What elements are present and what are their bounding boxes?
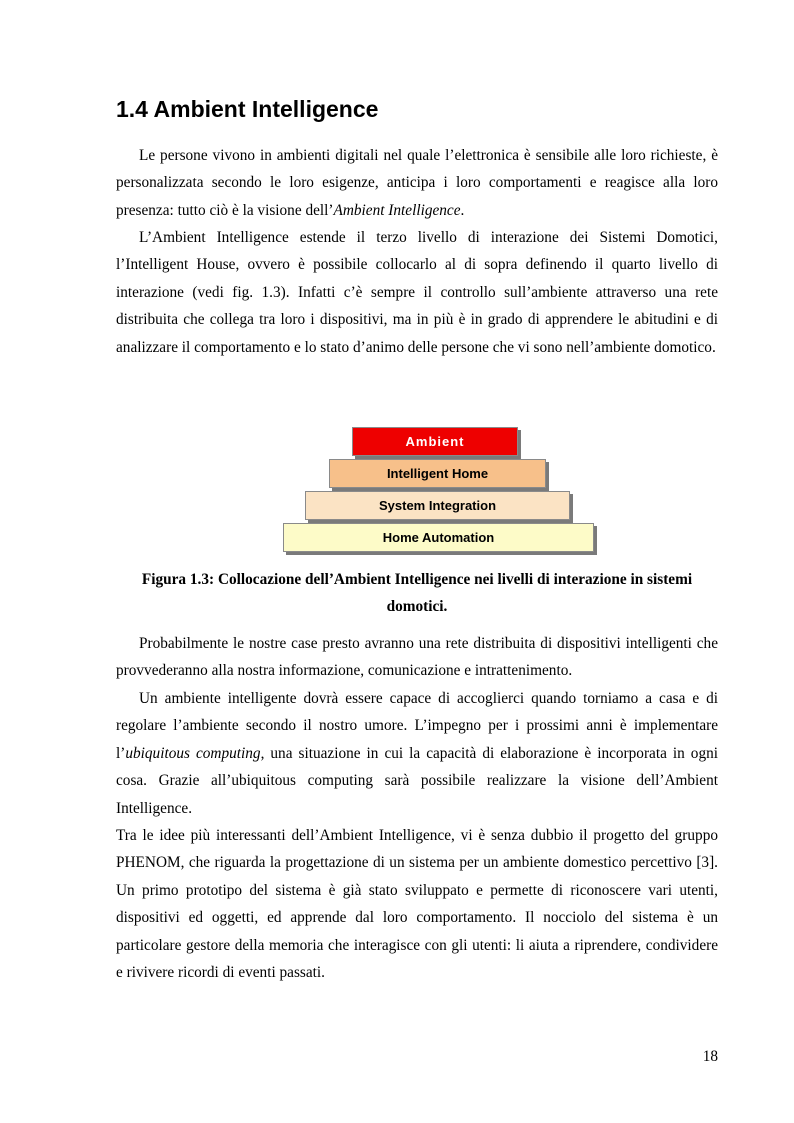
paragraph-4-emphasis: ubiquitous computing xyxy=(125,744,261,762)
paragraph-4-end: , una situazione in cui la capacità di elaborazione è incorporata in ogni cosa. Grazie all’ubiquitous computing sarà possibile realizzare la visione dell’Ambient Intelligence. xyxy=(116,744,719,817)
paragraph-1 xyxy=(116,142,718,224)
paragraph-1-end: . xyxy=(460,201,465,219)
paragraph-1-text: Le persone vivono in ambienti digitali nel quale l’elettronica è sensibile alle loro richieste, è personalizzata secondo le loro esigenze, anticipa i loro comportamenti e reagisce alla loro presenza: tutto ciò è la visione dell’ xyxy=(116,147,718,219)
paragraph-3: Probabilmente le nostre case presto avranno una rete distribuita di dispositivi intelligenti che provvederanno alla nostra informazione, comunicazione e intrattenimento. xyxy=(116,635,718,680)
paragraph-5: Tra le idee più interessanti dell’Ambient Intelligence, vi è senza dubbio il progetto del gruppo PHENOM, che riguarda la progettazione di un sistema per un ambiente domestico percettivo [3]. Un primo prototipo del sistema è già stato sviluppato e permette di riconoscere vari utenti, dispositivi ed oggetti, ed apprende dal loro comportamento. Il nocciolo del sistema è un particolare gestore della memoria che interagisce con gli utenti: li aiuta a riprendere, condividere e rivivere ricordi di eventi passati. xyxy=(116,827,718,982)
page-number: 18 xyxy=(702,1048,718,1065)
layer-system-integration: System Integration xyxy=(305,491,570,520)
section-heading: 1.4 Ambient Intelligence xyxy=(116,96,379,122)
paragraph-4-text: Un ambiente intelligente dovrà essere capace di accoglierci quando torniamo a casa e di regolare l’ambiente secondo il nostro umore. L’impegno per i prossimi anni è implementare l’ xyxy=(116,690,718,762)
layer-home-automation: Home Automation xyxy=(283,523,594,552)
figure-caption: Figura 1.3: Collocazione dell’Ambient Intelligence nei livelli di interazione in sistemi domotici. xyxy=(141,571,693,616)
paragraph-2: L’Ambient Intelligence estende il terzo livello di interazione dei Sistemi Domotici, l’Intelligent House, ovvero è possibile collocarlo al di sopra definendo il quarto livello di interazione (vedi fig. 1.3). Infatti c’è sempre il controllo sull’ambiente attraverso una rete distribuita che collega tra loro i dispositivi, ma in più è in grado di apprendere le abitudini e di analizzare il comportamento e lo stato d’animo delle persone che vi sono nell’ambiente domotico. xyxy=(116,229,718,356)
layer-ambient: Ambient xyxy=(352,427,518,456)
layer-intelligent-home: Intelligent Home xyxy=(329,459,546,488)
paragraph-4 xyxy=(116,685,718,822)
paragraph-1-emphasis: Ambient Intelligence xyxy=(333,201,461,219)
